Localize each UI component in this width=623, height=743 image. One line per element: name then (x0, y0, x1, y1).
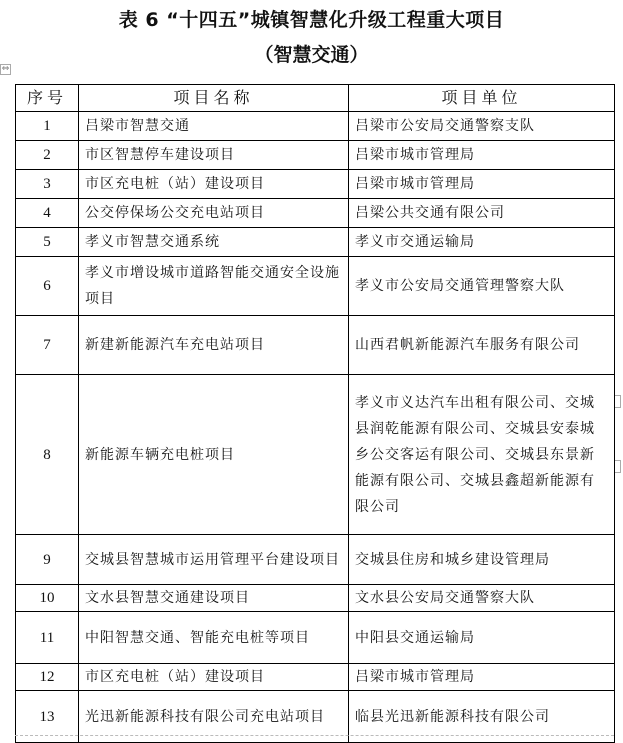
row-project-unit: 吕梁市城市管理局 (349, 170, 615, 199)
table-row (16, 612, 615, 664)
row-index: 11 (16, 612, 79, 664)
row-project-unit: 山西君帆新能源汽车服务有限公司 (349, 316, 615, 375)
table-row (16, 375, 615, 535)
row-project-unit: 文水县公安局交通警察大队 (349, 585, 615, 612)
table-row (16, 228, 615, 257)
row-index: 5 (16, 228, 79, 257)
header-unit: 项目单位 (349, 85, 615, 112)
row-project-unit: 吕梁市城市管理局 (349, 141, 615, 170)
row-project-name: 中阳智慧交通、智能充电桩等项目 (79, 612, 349, 664)
row-index: 4 (16, 199, 79, 228)
row-index: 10 (16, 585, 79, 612)
row-index: 8 (16, 375, 79, 535)
row-index: 7 (16, 316, 79, 375)
table-row (16, 170, 615, 199)
row-index: 6 (16, 257, 79, 316)
table-row (16, 141, 615, 170)
row-project-name: 市区充电桩（站）建设项目 (79, 664, 349, 691)
row-project-unit: 吕梁市公安局交通警察支队 (349, 112, 615, 141)
row-project-unit: 中阳县交通运输局 (349, 612, 615, 664)
table-row (16, 316, 615, 375)
projects-table (15, 84, 615, 743)
row-project-name: 公交停保场公交充电站项目 (79, 199, 349, 228)
row-project-name: 文水县智慧交通建设项目 (79, 585, 349, 612)
row-project-unit: 孝义市公安局交通管理警察大队 (349, 257, 615, 316)
row-project-unit: 吕梁市城市管理局 (349, 664, 615, 691)
row-project-name: 市区智慧停车建设项目 (79, 141, 349, 170)
row-index: 13 (16, 691, 79, 743)
table-row (16, 257, 615, 316)
row-index: 12 (16, 664, 79, 691)
table-row (16, 535, 615, 585)
row-index: 2 (16, 141, 79, 170)
page-boundary-divider (15, 735, 614, 736)
row-project-unit: 孝义市交通运输局 (349, 228, 615, 257)
table-move-handle-icon[interactable]: ⇔ (1, 64, 10, 74)
header-name: 项目名称 (79, 85, 349, 112)
paragraph-mark-icon (615, 460, 621, 473)
row-project-unit: 临县光迅新能源科技有限公司 (349, 691, 615, 743)
row-project-name: 交城县智慧城市运用管理平台建设项目 (79, 535, 349, 585)
table-row (16, 199, 615, 228)
row-project-name: 新建新能源汽车充电站项目 (79, 316, 349, 375)
row-project-name: 孝义市智慧交通系统 (79, 228, 349, 257)
table-row (16, 664, 615, 691)
row-index: 1 (16, 112, 79, 141)
row-project-name: 新能源车辆充电桩项目 (79, 375, 349, 535)
row-project-unit: 孝义市义达汽车出租有限公司、交城县润乾能源有限公司、交城县安泰城乡公交客运有限公司、交城县东景新能源有限公司、交城县鑫超新能源有限公司 (349, 375, 615, 535)
row-index: 3 (16, 170, 79, 199)
header-index: 序号 (16, 85, 79, 112)
table-subtitle: （智慧交通） (254, 44, 369, 66)
row-project-unit: 吕梁公共交通有限公司 (349, 199, 615, 228)
row-project-name: 吕梁市智慧交通 (79, 112, 349, 141)
table-row (16, 112, 615, 141)
row-project-name: 孝义市增设城市道路智能交通安全设施项目 (79, 257, 349, 316)
table-header-row (16, 85, 615, 112)
row-project-unit: 交城县住房和城乡建设管理局 (349, 535, 615, 585)
row-project-name: 市区充电桩（站）建设项目 (79, 170, 349, 199)
paragraph-mark-icon (615, 395, 621, 408)
table-title: 表 6 “十四五”城镇智慧化升级工程重大项目 (118, 9, 505, 31)
table-row (16, 585, 615, 612)
row-project-name: 光迅新能源科技有限公司充电站项目 (79, 691, 349, 743)
row-index: 9 (16, 535, 79, 585)
